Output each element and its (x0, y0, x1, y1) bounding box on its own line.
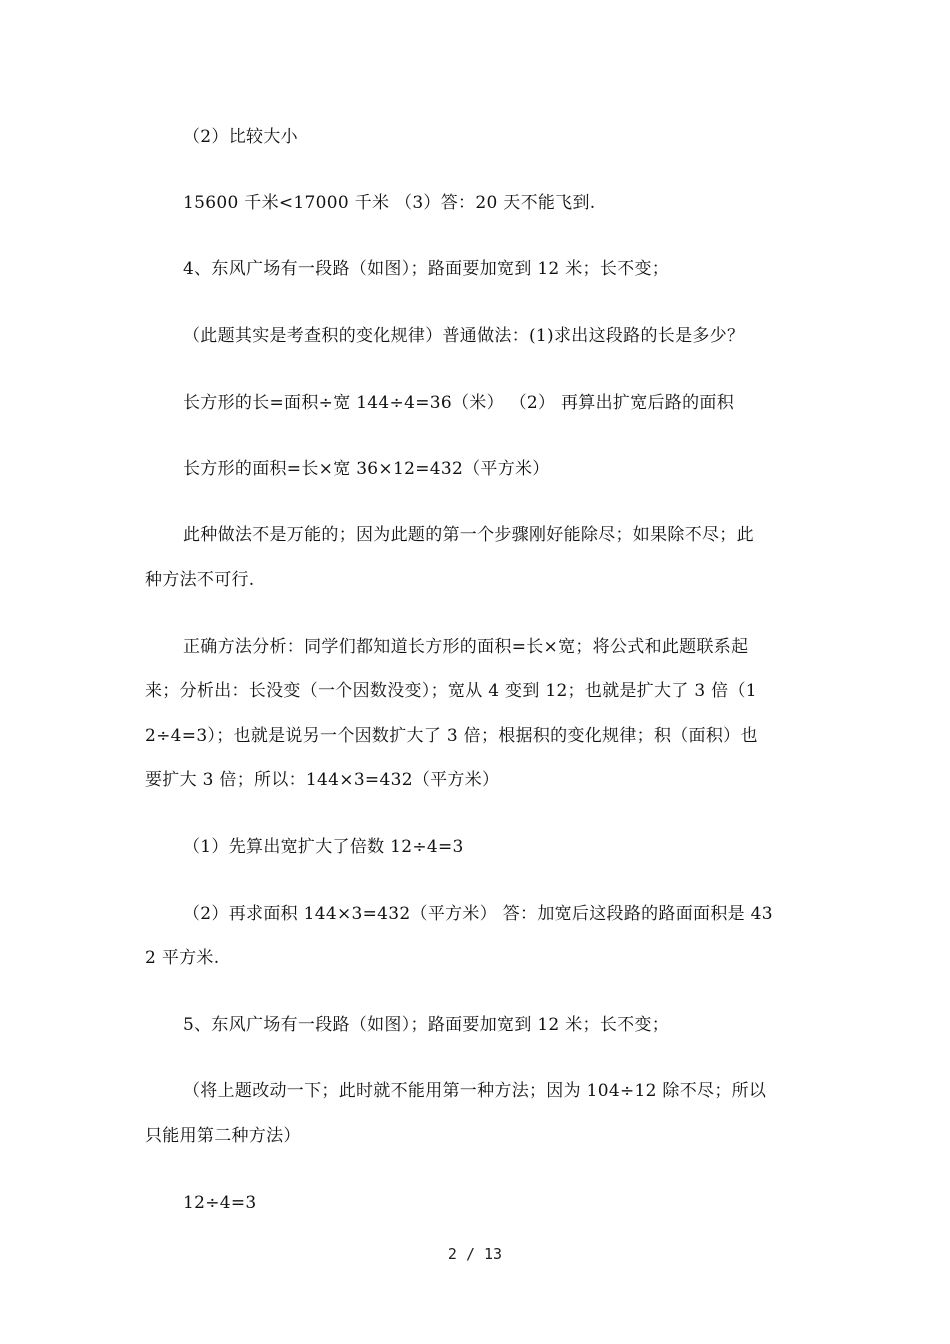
text-line: 2÷4=3）；也就是说另一个因数扩大了 3 倍；根据积的变化规律；积（面积）也 (145, 726, 758, 746)
text-line: 长方形的长=面积÷宽 144÷4=36（米） （2） 再算出扩宽后路的面积 (183, 393, 734, 413)
text-line: 来；分析出：长没变（一个因数没变）；宽从 4 变到 12；也就是扩大了 3 倍（1 (145, 681, 757, 701)
text-line: 15600 千米<17000 千米 （3）答：20 天不能飞到. (183, 193, 596, 213)
text-line: （将上题改动一下；此时就不能用第一种方法；因为 104÷12 除不尽；所以 (183, 1081, 767, 1101)
text-line: （2）再求面积 144×3=432（平方米） 答：加宽后这段路的路面面积是 43 (183, 904, 773, 924)
text-line: （此题其实是考查积的变化规律）普通做法：(1)求出这段路的长是多少？ (183, 326, 745, 346)
text-line: 12÷4=3 (183, 1193, 257, 1213)
text-line: 4、东风广场有一段路（如图）；路面要加宽到 12 米；长不变； (183, 259, 670, 279)
text-line: 长方形的面积=长×宽 36×12=432（平方米） (183, 459, 550, 479)
text-line: 此种做法不是万能的；因为此题的第一个步骤刚好能除尽；如果除不尽；此 (183, 525, 754, 545)
text-line: 正确方法分析：同学们都知道长方形的面积=长×宽；将公式和此题联系起 (183, 637, 749, 657)
text-line: 2 平方米. (145, 948, 220, 968)
text-line: 种方法不可行. (145, 570, 255, 590)
text-line: 要扩大 3 倍；所以：144×3=432（平方米） (145, 770, 500, 790)
text-line: （1）先算出宽扩大了倍数 12÷4=3 (183, 837, 464, 857)
text-line: 5、东风广场有一段路（如图）；路面要加宽到 12 米；长不变； (183, 1015, 670, 1035)
page-number: 2 / 13 (447, 1245, 503, 1263)
text-line: 只能用第二种方法） (145, 1126, 301, 1146)
text-line: （2）比较大小 (183, 127, 298, 147)
